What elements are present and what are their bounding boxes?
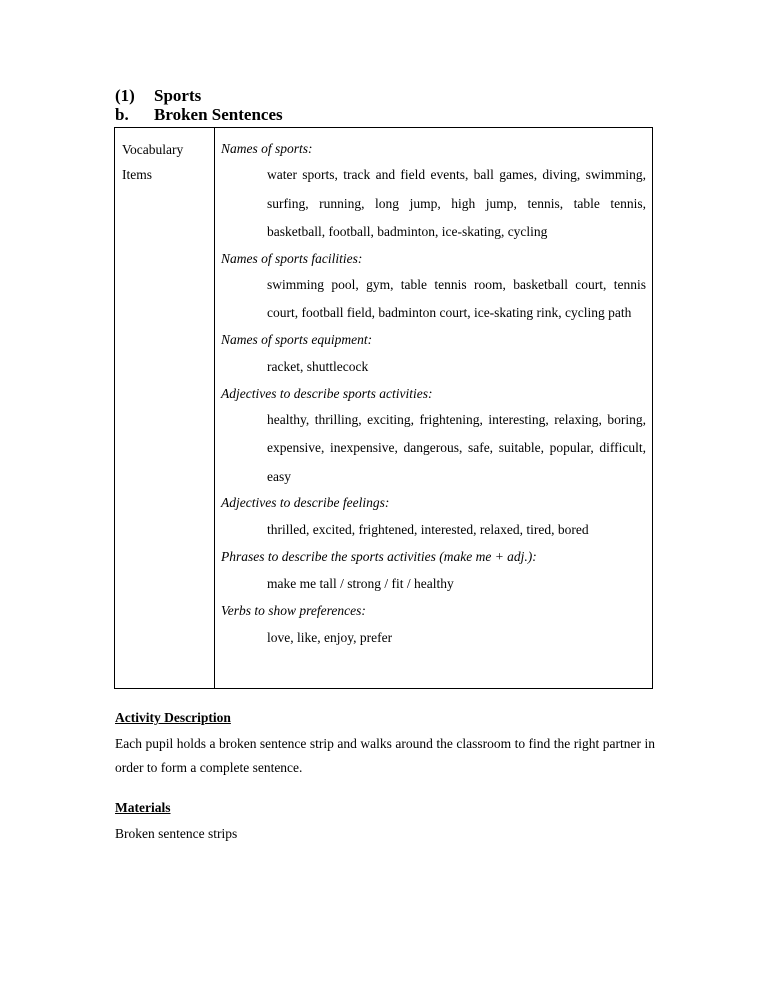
- category-title: Phrases to describe the sports activities (make me + adj.):: [221, 549, 537, 564]
- section-heading: [115, 86, 201, 106]
- materials-title: Materials: [115, 800, 171, 815]
- section-number: (1): [115, 86, 135, 105]
- subsection-letter: b.: [115, 105, 129, 124]
- vocabulary-label: Vocabulary: [122, 142, 184, 157]
- items-label: Items: [122, 167, 152, 182]
- category-title: Verbs to show preferences:: [221, 603, 366, 618]
- vocabulary-table: [114, 127, 653, 689]
- category-items: healthy, thrilling, exciting, frightening, interesting, relaxing, boring, expensive, inexpensive, dangerous, safe, suitable, popular, difficult, easy: [267, 411, 646, 484]
- vocabulary-content-cell: [221, 137, 646, 653]
- vocabulary-label-cell: [122, 137, 183, 187]
- category-items: swimming pool, gym, table tennis room, basketball court, tennis court, football field, badminton court, ice-skating rink, cycling path: [267, 276, 646, 320]
- column-divider: [214, 128, 215, 688]
- category-title: Names of sports:: [221, 141, 313, 156]
- subsection-heading: [115, 105, 283, 125]
- materials-text: Broken sentence strips: [115, 826, 238, 841]
- activity-description-title: Activity Description: [115, 710, 231, 725]
- category-items: water sports, track and field events, ball games, diving, swimming, surfing, running, long jump, high jump, tennis, table tennis, basketball, football, badminton, ice-skating, cycling: [267, 167, 646, 239]
- category-title: Names of sports equipment:: [221, 331, 373, 347]
- subsection-title: Broken Sentences: [154, 105, 283, 124]
- section-title: Sports: [154, 86, 202, 105]
- category-title: Names of sports facilities:: [221, 250, 363, 266]
- category-title: Adjectives to describe feelings:: [221, 495, 390, 510]
- category-items: racket, shuttlecock: [267, 358, 369, 374]
- category-items: love, like, enjoy, prefer: [267, 630, 393, 645]
- activity-description-text: Each pupil holds a broken sentence strip and walks around the classroom to find the right partner in order to form a complete sentence.: [115, 736, 655, 775]
- category-items: thrilled, excited, frightened, interested, relaxed, tired, bored: [267, 522, 589, 537]
- category-items: make me tall / strong / fit / healthy: [267, 576, 454, 591]
- category-title: Adjectives to describe sports activities:: [221, 385, 433, 401]
